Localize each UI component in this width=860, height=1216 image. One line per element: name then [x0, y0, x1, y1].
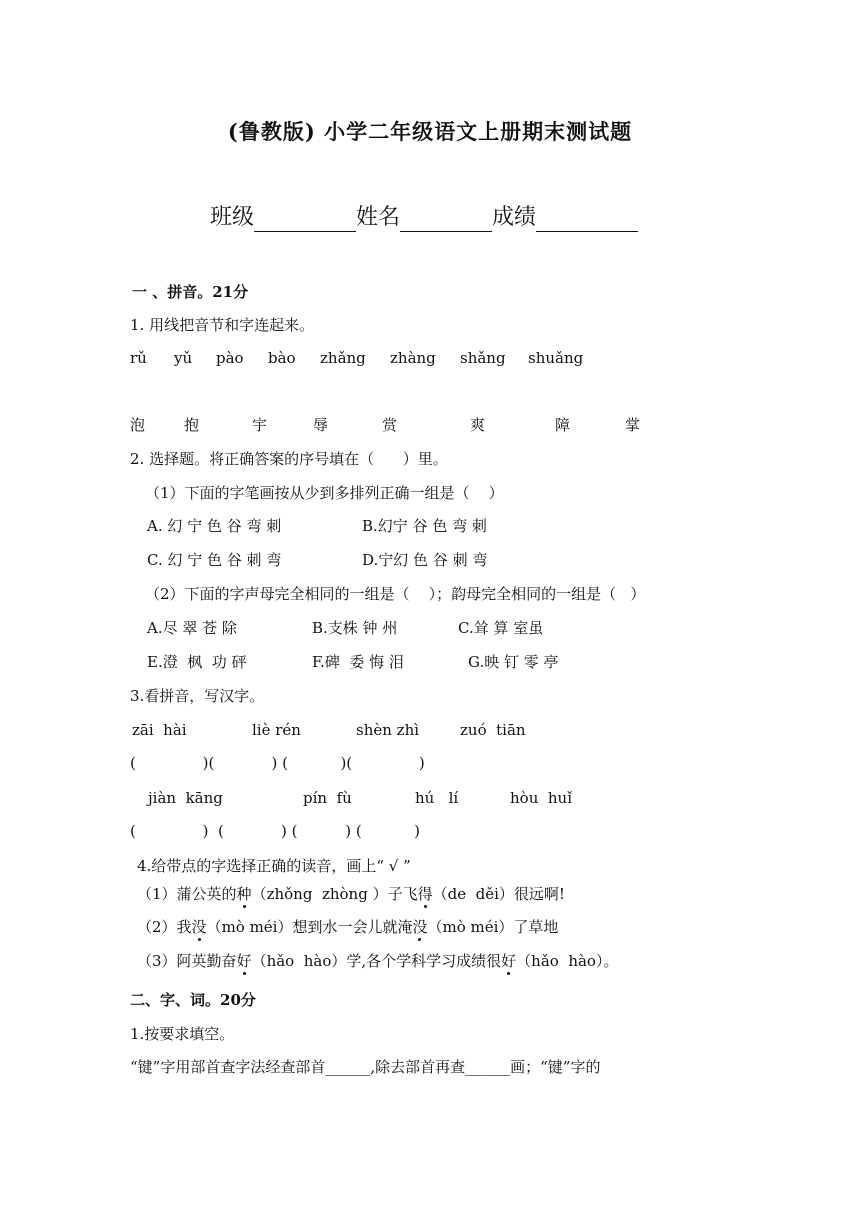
question-1-2: 2. 选择题。将正确答案的序号填在（ ）里。: [130, 450, 448, 468]
pinyin-item: bào: [268, 349, 296, 367]
question-1-3: 3.看拼音，写汉字。: [130, 687, 265, 705]
score-label: 成绩: [492, 205, 537, 230]
pinyin-item: yǔ: [174, 349, 193, 367]
pinyin-item: shǎng: [460, 349, 506, 367]
name-label: 姓名: [356, 205, 401, 230]
dotted-char: 种: [236, 885, 252, 903]
dotted-char: 好: [501, 952, 517, 970]
question-2-1-text: “键”字用部首查字法经查部首______,除去部首再查______画；“键”字的: [130, 1058, 601, 1076]
class-blank[interactable]: [254, 207, 356, 232]
char-item: 辱: [313, 416, 329, 434]
pinyin-item: zhǎng: [320, 349, 366, 367]
pinyin-word: zuó tiān: [460, 721, 526, 739]
section1-heading: 一 、拼音。21分: [132, 283, 249, 301]
char-item: 抱: [184, 416, 200, 434]
option-f: F.碑 委 悔 泪: [312, 653, 404, 671]
question-1-4: 4.给带点的字选择正确的读音，画上“ √ ”: [137, 857, 411, 875]
class-label: 班级: [210, 205, 255, 230]
dotted-char: 得: [417, 885, 433, 903]
pinyin-word: shèn zhì: [356, 721, 420, 739]
option-d: D.宁幻 色 谷 刺 弯: [362, 551, 488, 569]
name-blank[interactable]: [400, 207, 492, 232]
question-1-2-1: （1）下面的字笔画按从少到多排列正确一组是（ ）: [145, 484, 504, 502]
student-info-row: [210, 204, 638, 232]
pinyin-word: hòu huǐ: [510, 789, 573, 807]
option-a: A.尽 翠 苍 除: [147, 619, 237, 637]
pinyin-item: shuǎng: [528, 349, 584, 367]
char-item: 宇: [252, 416, 268, 434]
pinyin-word: jiàn kāng: [148, 789, 223, 807]
char-item: 障: [555, 416, 571, 434]
question-1-1: 1. 用线把音节和字连起来。: [130, 316, 315, 334]
option-c: C. 幻 宁 色 谷 刺 弯: [147, 551, 282, 569]
option-e: E.澄 枫 功 砰: [147, 653, 247, 671]
pinyin-word: pín fù: [303, 789, 352, 807]
pinyin-item: rǔ: [130, 349, 147, 367]
pinyin-word: hú lí: [415, 789, 459, 807]
question-1-2-2: （2）下面的字声母完全相同的一组是（ ）；韵母完全相同的一组是（ ）: [145, 585, 646, 603]
question-1-4-1: （1）蒲公英的种（zhǒng zhòng ）子飞得（de děi）很远啊!: [137, 885, 565, 903]
option-b: B.幻宁 谷 色 弯 刺: [362, 517, 487, 535]
option-b: B.支株 钟 州: [312, 619, 398, 637]
char-item: 爽: [470, 416, 486, 434]
pinyin-item: zhàng: [390, 349, 436, 367]
page-title: (鲁教版) 小学二年级语文上册期末测试题: [227, 119, 633, 144]
answer-parens-row[interactable]: ( )( ) ( )( ): [130, 754, 425, 772]
dotted-char: 没: [412, 918, 428, 936]
option-a: A. 幻 宁 色 谷 弯 刺: [147, 517, 282, 535]
dotted-char: 好: [236, 952, 252, 970]
char-item: 掌: [625, 416, 641, 434]
question-1-4-3: （3）阿英勤奋好（hǎo hào）学,各个学科学习成绩很好（hǎo hào）。: [137, 952, 619, 970]
pinyin-word: liè rén: [252, 721, 301, 739]
question-1-4-2: （2）我没（mò méi）想到水一会儿就淹没（mò méi）了草地: [137, 918, 559, 936]
pinyin-word: zāi hài: [132, 721, 187, 739]
pinyin-item: pào: [216, 349, 244, 367]
score-blank[interactable]: [536, 207, 638, 232]
dotted-char: 没: [191, 918, 207, 936]
char-item: 赏: [382, 416, 398, 434]
section2-heading: 二、字、词。20分: [130, 991, 256, 1009]
char-item: 泡: [130, 416, 146, 434]
option-c: C.耸 算 室虽: [458, 619, 544, 637]
answer-parens-row[interactable]: ( ) ( ) ( ) ( ): [130, 822, 420, 840]
question-2-1: 1.按要求填空。: [130, 1025, 235, 1043]
option-g: G.映 钉 零 亭: [468, 653, 559, 671]
